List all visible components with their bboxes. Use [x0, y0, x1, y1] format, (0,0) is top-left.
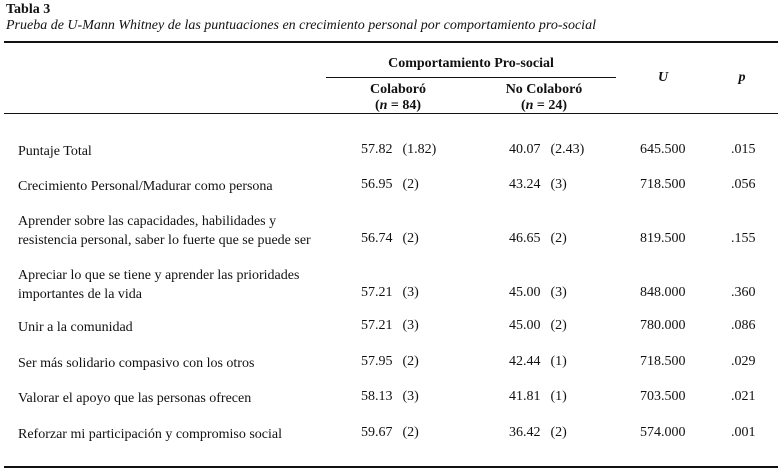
column-header-u: U: [657, 70, 669, 85]
colaboro-value: [361, 177, 419, 193]
row-label: Unir a la comunidad: [18, 320, 133, 335]
p-value: .001: [731, 425, 756, 440]
colaboro-value: [361, 231, 419, 247]
column-header-no-colaboro-n: (n = 24): [520, 98, 568, 113]
row-label: Crecimiento Personal/Madurar como persona: [18, 179, 273, 194]
group-header-rule: [326, 77, 616, 78]
no-colaboro-sd: (2): [550, 425, 567, 440]
colaboro-sd: (3): [402, 389, 419, 404]
u-value: 780.000: [640, 318, 686, 333]
header-rule: [4, 113, 778, 114]
no-colaboro-value: [509, 142, 584, 158]
u-value: 645.500: [640, 142, 686, 157]
no-colaboro-mean: 36.42: [509, 425, 541, 440]
no-colaboro-sd: (1): [550, 389, 567, 404]
colaboro-value: [361, 285, 419, 301]
colaboro-sd: (2): [402, 425, 419, 440]
no-colaboro-value: [509, 425, 567, 441]
p-value: .360: [731, 285, 756, 300]
no-colaboro-value: [509, 354, 567, 370]
row-label: Aprender sobre las capacidades, habilidades y resistencia personal, saber lo fuerte que se puede ser: [18, 214, 311, 248]
colaboro-mean: 58.13: [361, 389, 393, 404]
colaboro-mean: 57.82: [361, 142, 393, 157]
no-colaboro-sd: (2): [550, 231, 567, 246]
table-caption: Prueba de U-Mann Whitney de las puntuaciones en crecimiento personal por comportamiento pro-social: [6, 18, 596, 33]
row-label: Puntaje Total: [18, 144, 92, 159]
column-header-p: p: [738, 70, 746, 85]
u-value: 703.500: [640, 389, 686, 404]
u-value: 718.500: [640, 354, 686, 369]
row-label: Reforzar mi participación y compromiso social: [18, 427, 282, 442]
no-colaboro-mean: 40.07: [509, 142, 541, 157]
column-header-colaboro-name: Colaboró: [370, 82, 426, 97]
no-colaboro-sd: (1): [550, 354, 567, 369]
colaboro-value: [361, 142, 436, 158]
colaboro-sd: (3): [402, 318, 419, 333]
colaboro-value: [361, 389, 419, 405]
colaboro-mean: 57.21: [361, 285, 393, 300]
colaboro-mean: 56.74: [361, 231, 393, 246]
row-label: Apreciar lo que se tiene y aprender las prioridades importantes de la vida: [18, 268, 300, 302]
no-colaboro-mean: 45.00: [509, 285, 541, 300]
bottom-rule: [4, 466, 778, 468]
colaboro-sd: (2): [402, 231, 419, 246]
no-colaboro-value: [509, 285, 567, 301]
row-label: Valorar el apoyo que las personas ofrecen: [18, 391, 252, 406]
group-header: Comportamiento Pro-social: [388, 56, 554, 71]
colaboro-mean: 56.95: [361, 177, 393, 192]
u-value: 574.000: [640, 425, 686, 440]
no-colaboro-mean: 41.81: [509, 389, 541, 404]
p-value: .021: [731, 389, 756, 404]
no-colaboro-sd: (2): [550, 318, 567, 333]
no-colaboro-mean: 45.00: [509, 318, 541, 333]
column-header-no-colaboro-name: No Colaboró: [505, 82, 583, 97]
u-value: 819.500: [640, 231, 686, 246]
u-value: 848.000: [640, 285, 686, 300]
no-colaboro-mean: 46.65: [509, 231, 541, 246]
no-colaboro-value: [509, 389, 567, 405]
colaboro-value: [361, 318, 419, 334]
colaboro-mean: 57.95: [361, 354, 393, 369]
colaboro-sd: (2): [402, 354, 419, 369]
colaboro-mean: 57.21: [361, 318, 393, 333]
p-value: .056: [731, 177, 756, 192]
top-rule: [4, 41, 778, 43]
column-header-no-colaboro: [472, 82, 616, 114]
p-value: .155: [731, 231, 756, 246]
p-value: .015: [731, 142, 756, 157]
table-label: Tabla 3: [6, 2, 51, 17]
no-colaboro-mean: 43.24: [509, 177, 541, 192]
u-value: 718.500: [640, 177, 686, 192]
colaboro-sd: (1.82): [402, 142, 437, 157]
row-label: Ser más solidario compasivo con los otros: [18, 356, 255, 371]
colaboro-sd: (3): [402, 285, 419, 300]
colaboro-sd: (2): [402, 177, 419, 192]
no-colaboro-value: [509, 177, 567, 193]
colaboro-mean: 59.67: [361, 425, 393, 440]
colaboro-value: [361, 425, 419, 441]
no-colaboro-value: [509, 231, 567, 247]
no-colaboro-mean: 42.44: [509, 354, 541, 369]
colaboro-value: [361, 354, 419, 370]
p-value: .029: [731, 354, 756, 369]
p-value: .086: [731, 318, 756, 333]
no-colaboro-sd: (2.43): [550, 142, 585, 157]
no-colaboro-sd: (3): [550, 285, 567, 300]
column-header-colaboro-n: (n = 84): [374, 98, 422, 113]
column-header-colaboro: [326, 82, 470, 114]
no-colaboro-value: [509, 318, 567, 334]
no-colaboro-sd: (3): [550, 177, 567, 192]
